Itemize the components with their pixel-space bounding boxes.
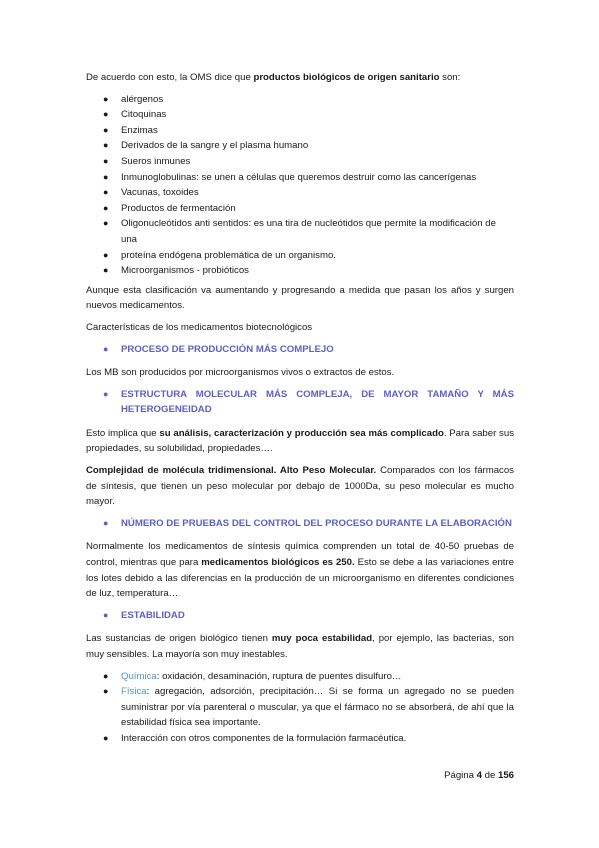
bullet-icon: ● (103, 670, 109, 681)
list-item (86, 216, 514, 247)
list-item-text: alérgenos (121, 93, 164, 105)
text-run: , por ejemplo, las bacterias, son muy sensibles. (86, 633, 514, 660)
intro-paragraph (86, 70, 514, 86)
list-item-text: : oxidación, desaminación, ruptura de puentes disulfuro… (156, 670, 402, 682)
heading-text: NÚMERO DE PRUEBAS DEL CONTROL DEL PROCESO DURANTE LA ELABORACIÓN (121, 517, 512, 529)
paragraph-sustancias (86, 631, 514, 662)
paragraph-aunque: Aunque esta clasificación va aumentando y progresando a medida que pasan los años y surgen nuevos medicamentos. (86, 284, 514, 312)
paragraph-mb: Los MB son producidos por microorganismos vivos o extractos de estos. (86, 367, 395, 379)
bio-products-list (86, 92, 514, 279)
list-item-text: Inmunoglobulinas: se unen a células que queremos destruir como las cancerígenas (121, 171, 477, 183)
list-item-text: : agregación, adsorción, precipitación… Si se forma un agregado no se pueden suministrar por vía parenteral o muscular, ya que el fármaco no se absorberá, de ahí que la estabilidad física sea importante. (121, 686, 514, 729)
heading-item (86, 608, 514, 624)
document-page (86, 70, 514, 751)
text-run: Las sustancias de origen biológico tienen (86, 633, 272, 645)
list-item (86, 201, 514, 217)
bullet-icon: ● (103, 343, 109, 354)
text-run: Esto implica que (86, 427, 160, 439)
bullet-icon: ● (103, 686, 109, 697)
bullet-icon: ● (103, 249, 109, 260)
bold-run: medicamentos biológicos es 250. (201, 557, 355, 569)
list-item-text: Oligonucleótidos anti sentidos: es una tira de nucleótidos que permite la modificación de una (121, 218, 496, 245)
text-run: La mayoría son muy inestables. (152, 649, 288, 660)
text-run: Esto se debe a las variaciones entre los lotes debido a las diferencias en la producción de un microorganismo en diferentes condiciones de luz, temperatura… (86, 557, 514, 600)
list-item (86, 123, 514, 139)
keyword-fisica: Física (121, 686, 147, 698)
section-heading-4 (86, 608, 514, 624)
bullet-icon: ● (103, 265, 109, 276)
bullet-icon: ● (103, 93, 109, 104)
heading-text: PROCESO DE PRODUCCIÓN MÁS COMPLEJO (121, 343, 334, 355)
page-number: 4 (476, 770, 482, 781)
list-item-text: Vacunas, toxoides (121, 187, 199, 199)
section-heading-1 (86, 342, 514, 358)
list-item (86, 138, 514, 154)
bullet-icon: ● (103, 109, 109, 120)
list-item (86, 154, 514, 170)
bullet-icon: ● (103, 218, 109, 229)
list-item-text: proteína endógena problemática de un organismo. (121, 249, 336, 261)
list-item-text: Derivados de la sangre y el plasma humano (121, 140, 309, 152)
page-label: Página (444, 770, 477, 781)
list-item (86, 263, 514, 279)
text-run: Comparados con los fármacos de síntesis, que tienen un peso molecular por debajo de 1000Da, su peso molecular es mucho mayor. (86, 465, 514, 508)
bullet-icon: ● (103, 202, 109, 213)
heading-item (86, 342, 514, 358)
bullet-icon: ● (103, 609, 109, 620)
list-item (86, 684, 514, 731)
text-run: . Para saber sus propiedades, su solubilidad, propiedades…. (86, 427, 514, 455)
bullet-icon: ● (103, 388, 109, 399)
list-item (86, 248, 514, 264)
intro-text: De acuerdo con esto, la OMS dice que (86, 72, 254, 83)
paragraph-caracteristicas: Características de los medicamentos biotecnológicos (86, 321, 313, 333)
list-item-text: Productos de fermentación (121, 202, 236, 214)
list-item-text: Citoquinas (121, 109, 167, 121)
list-item (86, 107, 514, 123)
list-item (86, 731, 514, 747)
list-item-text: Enzimas (121, 124, 158, 136)
bold-run: su análisis, caracterización y producción sea más complicado (159, 427, 444, 439)
page-sep: de (481, 770, 498, 781)
list-item-text: Sueros inmunes (121, 155, 191, 167)
paragraph-normalmente (86, 539, 514, 601)
list-item (86, 669, 514, 685)
bullet-icon: ● (103, 155, 109, 166)
bullet-icon: ● (103, 171, 109, 182)
list-item (86, 185, 514, 201)
heading-text: ESTRUCTURA MOLECULAR MÁS COMPLEJA, DE MAYOR TAMAÑO Y MÁS HETEROGENEIDAD (121, 388, 514, 416)
page-footer (444, 770, 514, 781)
bullet-icon: ● (103, 124, 109, 135)
list-item-text: Microorganismos - probióticos (121, 265, 249, 277)
intro-end: son: (439, 72, 461, 83)
heading-item (86, 516, 514, 532)
stability-list (86, 669, 514, 747)
heading-item (86, 387, 514, 418)
heading-text: ESTABILIDAD (121, 609, 185, 621)
bold-run: Complejidad de molécula tridimensional. Alto Peso Molecular. (86, 465, 377, 477)
paragraph-complejidad (86, 463, 514, 510)
bullet-icon: ● (103, 140, 109, 151)
paragraph-implica (86, 426, 514, 457)
bullet-icon: ● (103, 732, 109, 743)
bullet-icon: ● (103, 517, 109, 528)
list-item (86, 170, 514, 186)
page-total: 156 (497, 770, 514, 781)
keyword-quimica: Química (121, 670, 157, 682)
text-run: Normalmente los medicamentos de síntesis química comprenden un total de 40-50 pruebas de control, mientras que para (86, 541, 514, 569)
intro-bold: productos biológicos de origen sanitario (253, 72, 440, 83)
list-item-text: Interacción con otros componentes de la formulación farmacéutica. (121, 732, 407, 744)
bold-run: muy poca estabilidad (271, 633, 373, 645)
list-item (86, 92, 514, 108)
section-heading-3 (86, 516, 514, 532)
bullet-icon: ● (103, 187, 109, 198)
section-heading-2 (86, 387, 514, 418)
